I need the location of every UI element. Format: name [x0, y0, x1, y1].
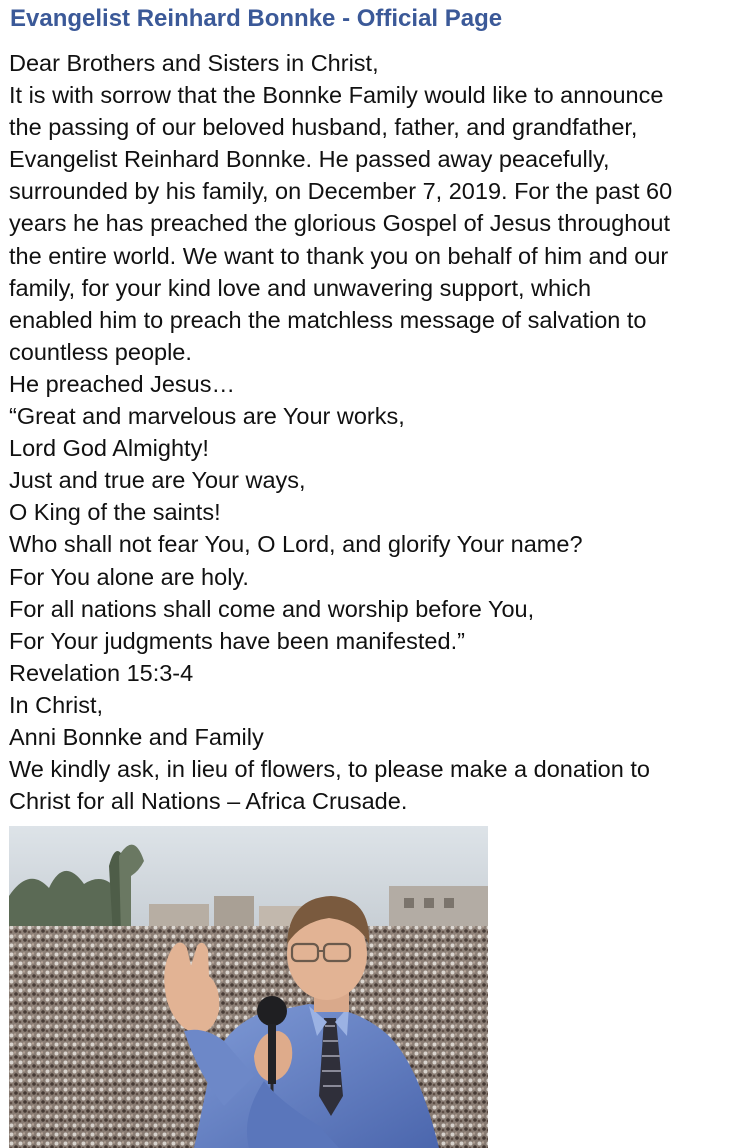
post-line: Lord God Almighty! — [9, 435, 209, 462]
post-line: the entire world. We want to thank you on behalf of him and our — [9, 242, 669, 269]
post-line: It is with sorrow that the Bonnke Family would like to announce — [9, 82, 664, 109]
post-line: We kindly ask, in lieu of flowers, to please make a donation to — [9, 756, 650, 783]
post-body — [9, 47, 731, 817]
post-line: He preached Jesus… — [9, 370, 235, 397]
post-line: For all nations shall come and worship before You, — [9, 595, 535, 622]
post-line: O King of the saints! — [9, 499, 221, 526]
post-line: Who shall not fear You, O Lord, and glorify Your name? — [9, 531, 583, 558]
page-title[interactable]: Evangelist Reinhard Bonnke - Official Page — [10, 5, 503, 32]
post-photo[interactable] — [9, 826, 488, 1148]
post-line: Revelation 15:3-4 — [9, 659, 194, 686]
post-line: countless people. — [9, 338, 192, 365]
post-line: family, for your kind love and unwavering support, which — [9, 274, 592, 301]
post-line: Dear Brothers and Sisters in Christ, — [9, 50, 379, 76]
post-line: Anni Bonnke and Family — [9, 723, 264, 750]
post-line: In Christ, — [9, 691, 104, 718]
post-line: enabled him to preach the matchless message of salvation to — [9, 306, 647, 333]
post-line: For You alone are holy. — [9, 563, 249, 590]
post-line: “Great and marvelous are Your works, — [9, 403, 405, 430]
post-line: Christ for all Nations – Africa Crusade. — [9, 788, 408, 815]
post-line: the passing of our beloved husband, father, and grandfather, — [9, 114, 638, 141]
post-line: years he has preached the glorious Gospel of Jesus throughout — [9, 210, 671, 237]
post-line: Evangelist Reinhard Bonnke. He passed away peacefully, — [9, 146, 610, 173]
post-line: surrounded by his family, on December 7, 2019. For the past 60 — [9, 178, 673, 205]
post-line: Just and true are Your ways, — [9, 467, 306, 494]
post-line: For Your judgments have been manifested.” — [9, 627, 465, 654]
